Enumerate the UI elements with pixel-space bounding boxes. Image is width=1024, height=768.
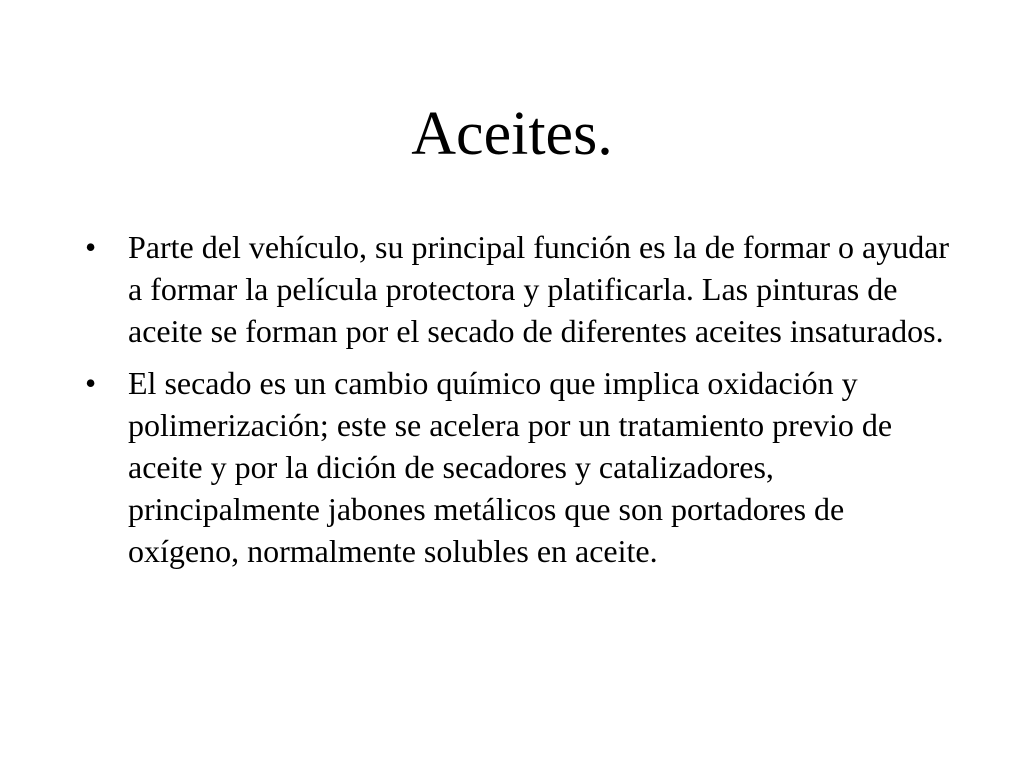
bullet-item: [85, 226, 955, 352]
bullet-list: [85, 226, 955, 582]
bullet-dot-icon: •: [85, 229, 97, 265]
bullet-text: Parte del vehículo, su principal función es la de formar o ayudar a formar la película protectora y platificarla. Las pinturas de aceite se forman por el secado de diferentes aceites insaturados.: [128, 229, 950, 349]
slide-title: Aceites.: [411, 100, 613, 168]
bullet-item: [85, 362, 955, 572]
bullet-text: El secado es un cambio químico que implica oxidación y polimerización; este se acelera por un tratamiento previo de aceite y por la dición de secadores y catalizadores, principalmente jabones metálicos que son portadores de oxígeno, normalmente solubles en aceite.: [128, 365, 893, 569]
bullet-dot-icon: •: [85, 365, 97, 401]
